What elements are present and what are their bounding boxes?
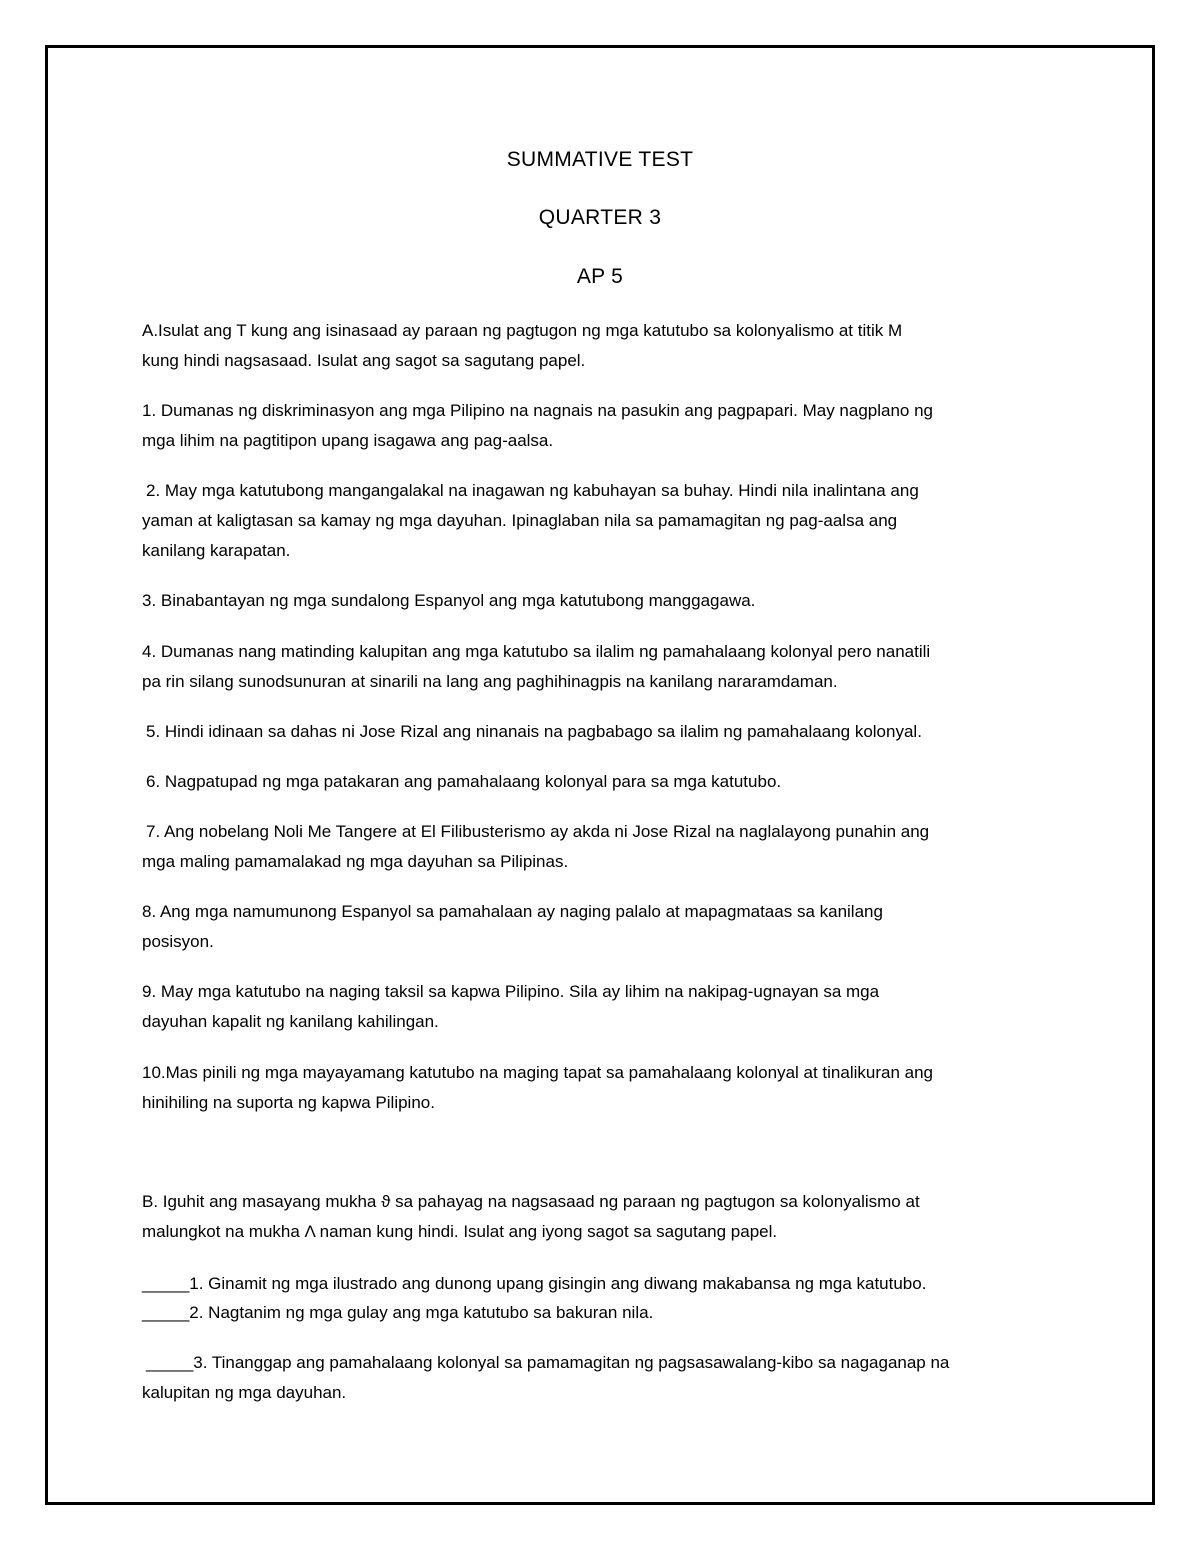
section-a-item-4-line2: pa rin silang sunodsunuran at sinarili na lang ang paghihinagpis na kanilang nararamdaman.	[142, 672, 838, 691]
section-a-instruction-line2: kung hindi nagsasaad. Isulat ang sagot sa sagutang papel.	[142, 351, 586, 370]
section-b-instruction-line2: malungkot na mukha Λ naman kung hindi. Isulat ang iyong sagot sa sagutang papel.	[142, 1222, 778, 1241]
section-a-item-7-line2: mga maling pamamalakad ng mga dayuhan sa Pilipinas.	[142, 852, 569, 871]
section-a-instruction-line1: A.Isulat ang T kung ang isinasaad ay paraan ng pagtugon ng mga katutubo sa kolonyalismo at titik M	[142, 321, 903, 340]
section-a-item-8-line2: posisyon.	[142, 932, 214, 951]
section-a-item-9-line1: 9. May mga katutubo na naging taksil sa kapwa Pilipino. Sila ay lihim na nakipag-ugnayan sa mga	[142, 982, 880, 1001]
section-a-item-1-line2: mga lihim na pagtitipon upang isagawa ang pag-aalsa.	[142, 431, 554, 450]
section-a-item-2-line3: kanilang karapatan.	[142, 541, 291, 560]
section-b-item-1-line1: _____1. Ginamit ng mga ilustrado ang dunong upang gisingin ang diwang makabansa ng mga katutubo.	[142, 1274, 927, 1293]
quarter-heading: QUARTER 3	[538, 206, 662, 229]
section-b-item-2-line1: _____2. Nagtanim ng mga gulay ang mga katutubo sa bakuran nila.	[142, 1303, 654, 1322]
section-a-item-3-line1: 3. Binabantayan ng mga sundalong Espanyol ang mga katutubong manggagawa.	[142, 591, 756, 610]
section-b-item-3-line1: _____3. Tinanggap ang pamahalaang kolonyal sa pamamagitan ng pagsasawalang-kibo sa nagaganap na	[146, 1353, 950, 1372]
section-a-item-2-line1: 2. May mga katutubong mangangalakal na inagawan ng kabuhayan sa buhay. Hindi nila inalintana ang	[146, 481, 919, 500]
document-title: SUMMATIVE TEST	[506, 148, 694, 171]
section-a-item-10-line2: hinihiling na suporta ng kapwa Pilipino.	[142, 1093, 435, 1112]
section-a-item-8-line1: 8. Ang mga namumunong Espanyol sa pamahalaan ay naging palalo at mapagmataas sa kanilang	[142, 902, 883, 921]
section-a-item-2-line2: yaman at kaligtasan sa kamay ng mga dayuhan. Ipinaglaban nila sa pamamagitan ng pag-aalsa ang	[142, 511, 898, 530]
section-b-instruction-line1: B. Iguhit ang masayang mukha ϑ sa pahayag na nagsasaad ng paraan ng pagtugon sa kolonyalismo at	[142, 1192, 920, 1211]
section-a-item-4-line1: 4. Dumanas nang matinding kalupitan ang mga katutubo sa ilalim ng pamahalaang kolonyal pero nanatili	[142, 642, 931, 661]
section-a-item-7-line1: 7. Ang nobelang Noli Me Tangere at El Filibusterismo ay akda ni Jose Rizal na naglalayong punahin ang	[146, 822, 930, 841]
section-b-item-3-line2: kalupitan ng mga dayuhan.	[142, 1383, 347, 1402]
section-a-item-9-line2: dayuhan kapalit ng kanilang kahilingan.	[142, 1012, 439, 1031]
section-a-item-10-line1: 10.Mas pinili ng mga mayayamang katutubo na maging tapat sa pamahalaang kolonyal at tinalikuran ang	[142, 1063, 933, 1082]
section-a-item-6-line1: 6. Nagpatupad ng mga patakaran ang pamahalaang kolonyal para sa mga katutubo.	[146, 772, 782, 791]
section-a-item-1-line1: 1. Dumanas ng diskriminasyon ang mga Pilipino na nagnais na pasukin ang pagpapari. May nagplano ng	[142, 401, 934, 420]
subject-heading: AP 5	[576, 265, 624, 288]
section-a-item-5-line1: 5. Hindi idinaan sa dahas ni Jose Rizal ang ninanais na pagbabago sa ilalim ng pamahalaang kolonyal.	[146, 722, 922, 741]
